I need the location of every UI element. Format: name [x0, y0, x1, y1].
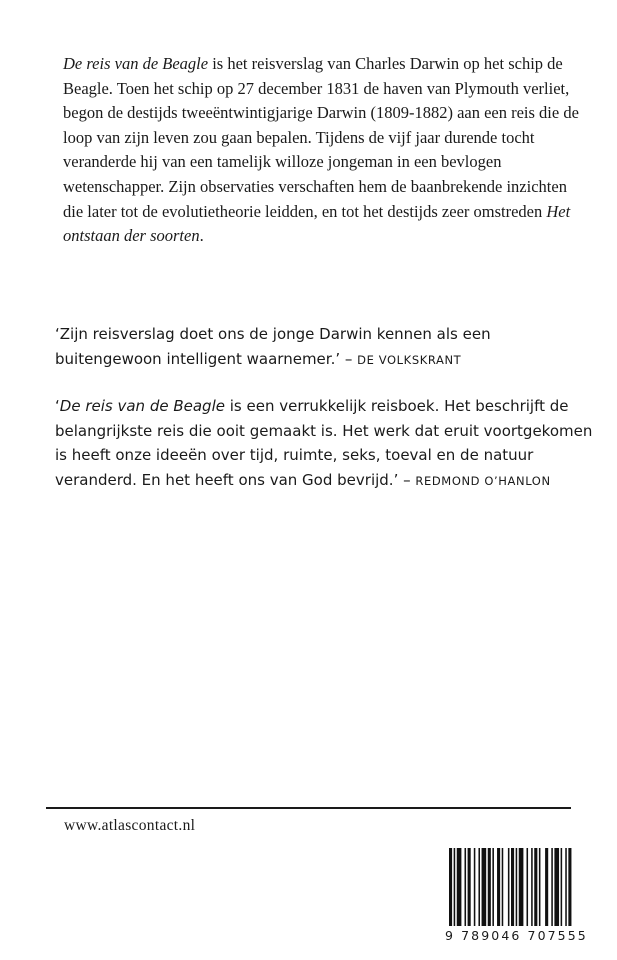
publisher-url[interactable]: www.atlascontact.nl [64, 817, 196, 834]
quote-book-title: De reis van de Beagle [59, 397, 225, 415]
quote-source: REDMOND O’HANLON [415, 473, 551, 488]
quote-dash: – [340, 349, 358, 368]
barcode-bars [445, 848, 575, 928]
isbn-number: 9 789046 707555 [445, 928, 588, 943]
work-title: Het ontstaan der soorten [63, 201, 571, 246]
blurb-text: is het reisverslag van Charles Darwin op het schip de Beagle. Toen het schip op 27 december 1831 de haven van Plymouth verliet, begon de destijds tweeëntwintigjarige Darwin (1809-1882) aan een reis die de loop van zijn leven zou gaan bepalen. Tijdens de vijf jaar durende tocht veranderde hij van een tamelijk willoze jongeman in een bevlogen wetenschapper. Zijn observaties verschaften hem de baanbrekende inzichten die later tot de evolutietheorie leidden, en tot het destijds zeer omstreden [63, 54, 579, 221]
quote-source: DE VOLKSKRANT [357, 352, 462, 367]
blurb-paragraph [63, 52, 583, 249]
review-quote [55, 394, 595, 493]
review-quotes [55, 322, 595, 515]
review-quote [55, 322, 595, 372]
quote-text: is een verrukkelijk reisboek. Het beschrijft de belangrijkste reis die ooit gemaakt is. Het werk dat eruit voortgekomen is heeft onze ideeën over tijd, ruimte, seks, toeval en de natuur veranderd. En het heeft ons van God bevrijd.’ [55, 397, 593, 489]
quote-open-mark: ‘ [55, 397, 60, 415]
quote-dash: – [398, 470, 416, 489]
divider [46, 807, 571, 809]
blurb-end: . [199, 226, 204, 246]
isbn-barcode [445, 848, 588, 948]
quote-text: ‘Zijn reisverslag doet ons de jonge Darwin kennen als een buitengewoon intelligent waarnemer.’ [55, 325, 491, 368]
book-title: De reis van de Beagle [63, 54, 209, 73]
